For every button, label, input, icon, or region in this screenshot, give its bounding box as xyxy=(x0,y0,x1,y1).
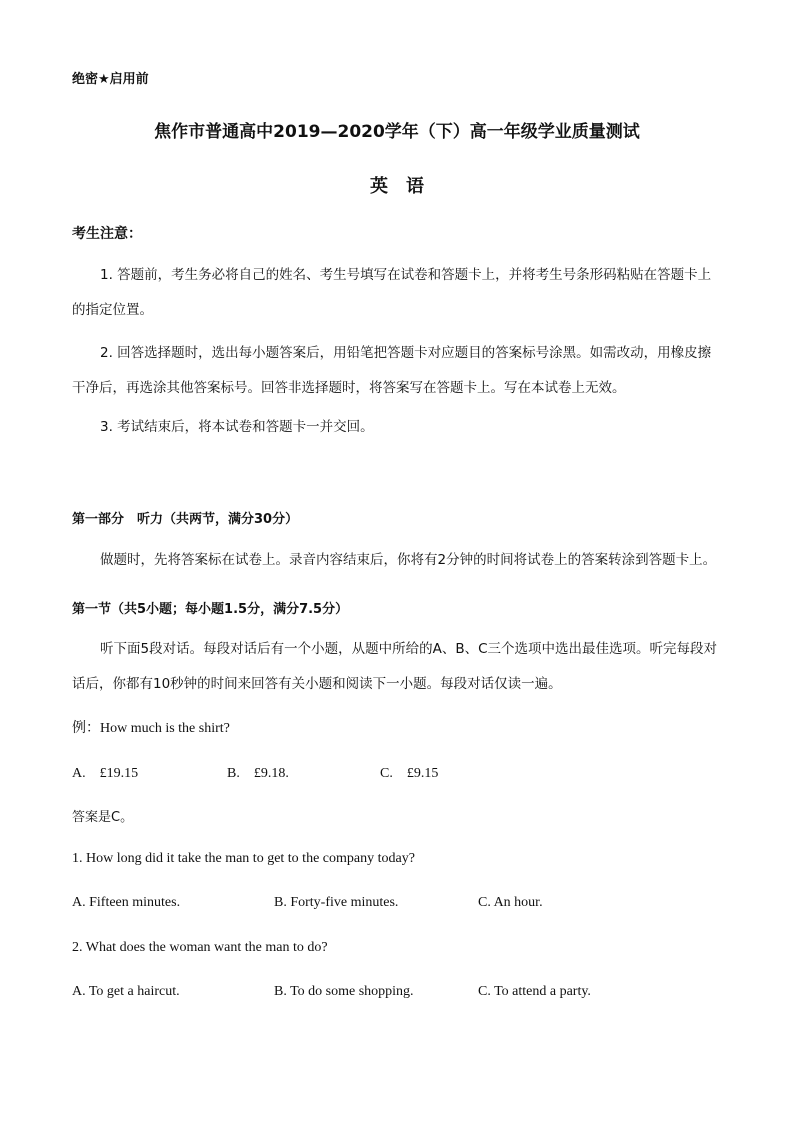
example-option-c: C. £9.15 xyxy=(380,766,439,781)
exam-title: 焦作市普通高中2019—2020学年（下）高一年级学业质量测试 xyxy=(154,122,640,142)
notice-item-1: 1. 答题前，考生务必将自己的姓名、考生号填写在试卷和答题卡上，并将考生号条形码粘贴在答题卡上的指定位置。 xyxy=(72,267,712,318)
question-2-stem: 2. What does the woman want the man to do? xyxy=(72,940,328,955)
question-2-option-b: B. To do some shopping. xyxy=(274,984,414,999)
notice-heading: 考生注意： xyxy=(72,226,142,242)
question-1-option-b: B. Forty-five minutes. xyxy=(274,895,399,910)
part1-heading: 第一部分 听力（共两节，满分30分） xyxy=(72,512,299,527)
part1-intro: 做题时，先将答案标在试卷上。录音内容结束后，你将有2分钟的时间将试卷上的答案转涂到答题卡上。 xyxy=(100,552,717,568)
question-1-option-a: A. Fifteen minutes. xyxy=(72,895,181,910)
question-2-option-c: C. To attend a party. xyxy=(478,984,591,999)
section1-instructions: 听下面5段对话。每段对话后有一个小题，从题中所给的A、B、C三个选项中选出最佳选项。听完每段对话后，你都有10秒钟的时间来回答有关小题和阅读下一小题。每段对话仅读一遍。 xyxy=(72,641,718,692)
question-1-stem: 1. How long did it take the man to get to the company today? xyxy=(72,851,415,866)
secret-label: 绝密★启用前 xyxy=(72,72,149,87)
section1-heading: 第一节（共5小题；每小题1.5分，满分7.5分） xyxy=(72,602,349,617)
example-option-a: A. £19.15 xyxy=(72,766,139,781)
notice-item-3: 3. 考试结束后，将本试卷和答题卡一并交回。 xyxy=(100,419,374,435)
notice-item-2: 2. 回答选择题时，选出每小题答案后，用铅笔把答题卡对应题目的答案标号涂黑。如需改动，用橡皮擦干净后，再选涂其他答案标号。回答非选择题时，将答案写在答题卡上。写在本试卷上无效。 xyxy=(72,345,712,396)
question-1-option-c: C. An hour. xyxy=(478,895,543,910)
question-2-option-a: A. To get a haircut. xyxy=(72,984,180,999)
example-answer: 答案是C。 xyxy=(72,810,134,825)
subject-title: 英 语 xyxy=(370,176,424,197)
example-question: 例：How much is the shirt? xyxy=(72,721,230,736)
example-option-b: B. £9.18. xyxy=(227,766,289,781)
